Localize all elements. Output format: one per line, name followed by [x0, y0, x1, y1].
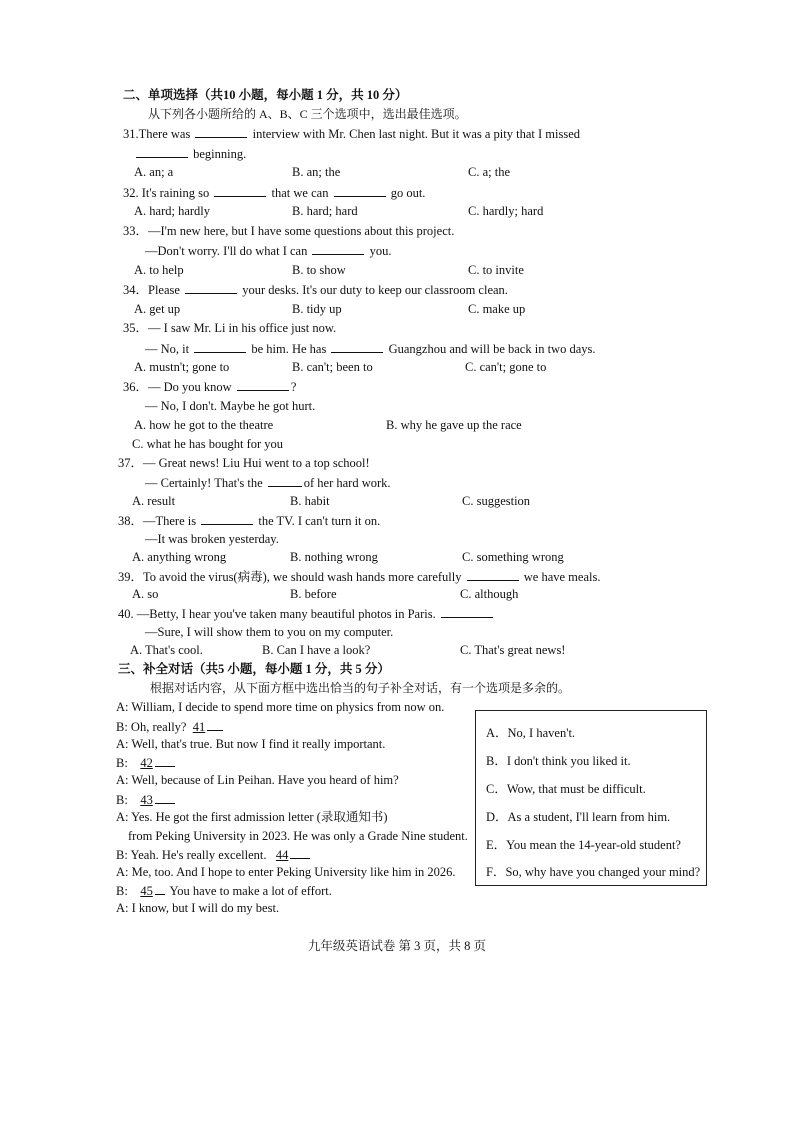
option-d: D．As a student, I'll learn from him.: [486, 810, 671, 824]
page-footer: 九年级英语试卷 第 3 页，共 8 页: [307, 939, 487, 953]
section2-instruction: 从下列各小题所给的 A、B、C 三个选项中，选出最佳选项。: [148, 107, 467, 121]
q31-option-b: B. an; the: [292, 165, 341, 179]
answer-blank: [441, 605, 493, 618]
q31-stem-cont: beginning.: [134, 145, 246, 162]
dialogue-line: A: I know, but I will do my best.: [116, 901, 280, 915]
q33-option-b: B. to show: [292, 263, 346, 277]
q36-stem: 36．— Do you know ?: [123, 380, 297, 394]
answer-blank: [201, 512, 253, 525]
q36-option-a: A. how he got to the theatre: [134, 418, 274, 432]
answer-blank: [194, 340, 246, 353]
q38-option-a: A. anything wrong: [132, 550, 227, 564]
dialogue-line: A: Yes. He got the first admission letter (录取通知书): [116, 810, 388, 824]
q34-stem: 34．Please your desks. It's our duty to keep our classroom clean.: [123, 283, 508, 297]
blank-number: 41: [192, 720, 206, 734]
answer-blank: [268, 474, 302, 487]
answer-blank: [136, 145, 188, 158]
option-c: C．Wow, that must be difficult.: [486, 782, 646, 796]
dialogue-line: from Peking University in 2023. He was only a Grade Nine student.: [128, 829, 468, 843]
q40-option-b: B. Can I have a look?: [262, 643, 371, 657]
q40-option-a: A. That's cool.: [130, 643, 203, 657]
options-box: [475, 710, 707, 886]
answer-blank: [214, 184, 266, 197]
q35-option-a: A. mustn't; gone to: [134, 360, 230, 374]
answer-blank: [312, 242, 364, 255]
q39-option-b: B. before: [290, 587, 337, 601]
option-b: B．I don't think you liked it.: [486, 754, 631, 768]
answer-blank: [185, 281, 237, 294]
blank-number: 45: [140, 884, 153, 898]
q36-stem-cont: — No, I don't. Maybe he got hurt.: [145, 399, 316, 413]
q33-stem: 33．—I'm new here, but I have some questions about this project.: [123, 224, 455, 238]
section2-heading: 二、单项选择（共10 小题，每小题 1 分，共 10 分）: [123, 88, 408, 102]
q32-option-b: B. hard; hard: [292, 204, 358, 218]
q38-option-b: B. nothing wrong: [290, 550, 378, 564]
q40-option-c: C. That's great news!: [460, 643, 566, 657]
dialogue-line: B: Yeah. He's really excellent. 44: [116, 846, 312, 863]
q39-option-c: C. although: [460, 587, 519, 601]
q35-option-b: B. can't; been to: [292, 360, 373, 374]
option-a: A．No, I haven't.: [486, 726, 576, 740]
answer-blank: [331, 340, 383, 353]
q40-stem-cont: —Sure, I will show them to you on my computer.: [145, 625, 394, 639]
answer-blank: [467, 568, 519, 581]
q35-stem: 35．— I saw Mr. Li in his office just now.: [123, 321, 337, 335]
answer-blank: [237, 378, 289, 391]
q32-option-c: C. hardly; hard: [468, 204, 544, 218]
dialogue-line: B: 42: [116, 754, 177, 771]
q37-stem-cont: — Certainly! That's the of her hard work.: [145, 476, 391, 490]
q40-stem: 40. —Betty, I hear you've taken many beautiful photos in Paris.: [118, 605, 495, 622]
q38-stem-cont: —It was broken yesterday.: [145, 532, 279, 546]
blank-number: 42: [140, 756, 153, 770]
q35-option-c: C. can't; gone to: [465, 360, 547, 374]
q36-option-b: B. why he gave up the race: [386, 418, 522, 432]
q37-stem: 37．— Great news! Liu Hui went to a top school!: [118, 456, 370, 470]
dialogue-line: A: Me, too. And I hope to enter Peking University like him in 2026.: [116, 865, 456, 879]
dialogue-line: A: Well, because of Lin Peihan. Have you heard of him?: [116, 773, 399, 787]
q37-option-a: A. result: [132, 494, 176, 508]
q33-option-c: C. to invite: [468, 263, 524, 277]
q34-option-b: B. tidy up: [292, 302, 342, 316]
q37-option-c: C. suggestion: [462, 494, 531, 508]
q31-option-c: C. a; the: [468, 165, 511, 179]
q31-stem: 31.There was interview with Mr. Chen last night. But it was a pity that I missed: [123, 127, 580, 141]
q34-option-c: C. make up: [468, 302, 526, 316]
q32-option-a: A. hard; hardly: [134, 204, 211, 218]
dialogue-line: B: 45 You have to make a lot of effort.: [116, 884, 332, 898]
dialogue-line: A: William, I decide to spend more time on physics from now on.: [116, 700, 445, 714]
dialogue-line: B: Oh, really? 41: [116, 718, 225, 735]
option-f: F．So, why have you changed your mind?: [486, 865, 701, 879]
section3-heading: 三、补全对话（共5 小题，每小题 1 分，共 5 分）: [118, 662, 390, 676]
dialogue-line: A: Well, that's true. But now I find it really important.: [116, 737, 386, 751]
q34-option-a: A. get up: [134, 302, 181, 316]
answer-blank: [195, 125, 247, 138]
dialogue-line: B: 43: [116, 791, 177, 808]
q33-stem-cont: —Don't worry. I'll do what I can you.: [145, 244, 392, 258]
q38-stem: 38．—There is the TV. I can't turn it on.: [118, 514, 381, 528]
q31-option-a: A. an; a: [134, 165, 174, 179]
blank-number: 43: [140, 793, 153, 807]
q39-option-a: A. so: [132, 587, 159, 601]
answer-blank: [334, 184, 386, 197]
section3-instruction: 根据对话内容，从下面方框中选出恰当的句子补全对话，有一个选项是多余的。: [150, 681, 571, 695]
blank-number: 44: [275, 848, 289, 862]
q32-stem: 32. It's raining so that we can go out.: [123, 186, 426, 200]
q33-option-a: A. to help: [134, 263, 184, 277]
q38-option-c: C. something wrong: [462, 550, 564, 564]
q35-stem-cont: — No, it be him. He has Guangzhou and will be back in two days.: [145, 342, 596, 356]
option-e: E．You mean the 14-year-old student?: [486, 838, 681, 852]
q39-stem: 39．To avoid the virus(病毒), we should wash hands more carefully we have meals.: [118, 570, 601, 584]
q37-option-b: B. habit: [290, 494, 330, 508]
q36-option-c: C. what he has bought for you: [132, 437, 284, 451]
